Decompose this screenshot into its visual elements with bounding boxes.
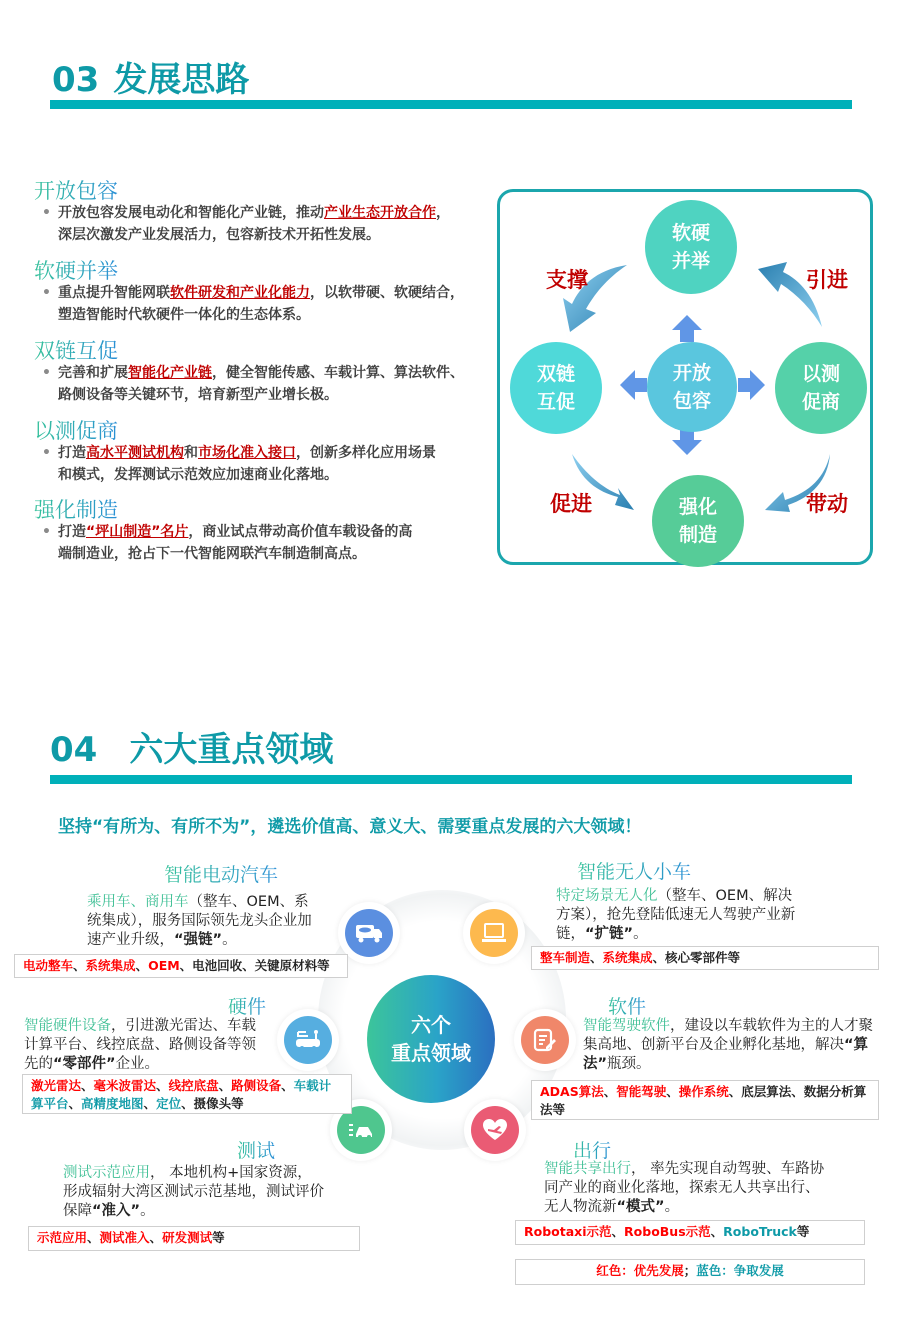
pillar-heading-dual-chain: 双链互促 — [34, 335, 118, 365]
tag-box-small-vehicle: 整车制造、系统集成、核心零部件等 — [531, 946, 879, 970]
pillar-body-open: • 开放包容发展电动化和智能化产业链，推动产业生态开放合作， 深层次激发产业发展活力，包容新技术开拓性发展。 — [42, 202, 494, 246]
arrow-label-drive: 带动 — [806, 491, 848, 516]
section-03-divider — [50, 100, 852, 109]
highlight-text: 软件研发和产业化能力 — [170, 285, 310, 301]
highlight-text: 高水平测试机构 — [86, 445, 184, 461]
domain-body-software: 智能驾驶软件，建设以车载软件为主的人才聚集高地、创新平台及企业孵化基地，解决“算法”瓶颈。 — [583, 1018, 873, 1072]
node-manufacturing: 强化 制造 — [652, 475, 744, 567]
domain-heading-hardware: 硬件 — [228, 992, 266, 1019]
domain-heading-software: 软件 — [608, 992, 646, 1019]
highlight-text: 智能化产业链 — [128, 365, 212, 381]
section-04-divider — [50, 775, 852, 784]
domain-heading-small-vehicle: 智能无人小车 — [577, 857, 691, 884]
color-legend: 红色：优先发展；蓝色：争取发展 — [515, 1259, 865, 1285]
pillar-body-manufacturing: • 打造“坪山制造”名片，商业试点带动高价值车载设备的高 端制造业，抢占下一代智能网联汽车制造制高点。 — [42, 521, 494, 565]
node-software-hardware: 软硬 并举 — [645, 200, 737, 294]
tag-box-testing: 示范应用、测试准入、研发测试等 — [28, 1226, 360, 1251]
section-number: 04 — [50, 730, 98, 770]
bullet-icon: • — [42, 524, 51, 540]
tag-box-software: ADAS算法、智能驾驶、操作系统、底层算法、数据分析算法等 — [531, 1080, 879, 1120]
section-03-title — [52, 52, 249, 101]
bullet-icon: • — [42, 285, 51, 301]
software-icon-badge — [514, 1009, 576, 1071]
arrow-label-support: 支撑 — [546, 267, 588, 292]
bullet-icon: • — [42, 205, 51, 221]
domain-body-mobility: 智能共享出行， 率先实现自动驾驶、车路协同产业的商业化落地，探索无人共享出行、无人物流新“模式”。 — [544, 1161, 825, 1215]
laptop-icon — [470, 909, 518, 957]
truck-icon — [345, 909, 393, 957]
section-heading: 发展思路 — [113, 60, 250, 100]
domain-body-small-vehicle: 特定场景无人化（整车、OEM、解决方案），抢先登陆低速无人驾驶产业新链，“扩链”。 — [556, 888, 796, 942]
bullet-icon: • — [42, 365, 51, 381]
tag-box-ev: 电动整车、系统集成、OEM、电池回收、关键原材料等 — [14, 954, 348, 978]
heart-plane-icon — [471, 1106, 519, 1154]
highlight-text: 市场化准入接口 — [198, 445, 296, 461]
arrow-label-introduce: 引进 — [806, 267, 848, 292]
domain-body-ev: 乘用车、商用车（整车、OEM、系统集成），服务国际领先龙头企业加速产业升级，“强链”。 — [87, 894, 312, 948]
edit-document-icon — [521, 1016, 569, 1064]
section-number: 03 — [52, 60, 100, 100]
pillar-body-dual-chain: • 完善和扩展智能化产业链，健全智能传感、车载计算、算法软件、 路侧设备等关键环节，培育新型产业增长极。 — [42, 362, 494, 406]
domain-heading-ev: 智能电动汽车 — [164, 860, 278, 887]
domain-heading-testing: 测试 — [237, 1136, 275, 1163]
pillar-heading-test-commerce: 以测促商 — [34, 415, 118, 445]
tag-box-mobility: Robotaxi示范、RoboBus示范、RoboTruck等 — [515, 1220, 865, 1245]
arrow-label-promote: 促进 — [550, 491, 592, 516]
section-heading: 六大重点领域 — [129, 730, 334, 770]
domain-body-testing: 测试示范应用， 本地机构+国家资源，形成辐射大湾区测试示范基地，测试评价保障“准入”。 — [63, 1165, 324, 1219]
small-vehicle-icon-badge — [463, 902, 525, 964]
section-04-title — [50, 722, 333, 771]
hardware-icon-badge — [277, 1009, 339, 1071]
pillar-heading-manufacturing: 强化制造 — [34, 494, 118, 524]
highlight-text: “坪山制造”名片 — [86, 524, 189, 540]
node-dual-chain: 双链 互促 — [510, 342, 602, 434]
domain-heading-mobility: 出行 — [573, 1136, 611, 1163]
hub-center: 六个 重点领域 — [367, 975, 495, 1103]
pillar-heading-open: 开放包容 — [34, 175, 118, 205]
mobility-icon-badge — [464, 1099, 526, 1161]
pillar-body-test-commerce: • 打造高水平测试机构和市场化准入接口，创新多样化应用场景 和模式，发挥测试示范效应加速商业化落地。 — [42, 442, 494, 486]
domain-body-hardware: 智能硬件设备，引进激光雷达、车载计算平台、线控底盘、路侧设备等领先的“零部件”企业。 — [24, 1018, 256, 1072]
tag-box-hardware: 激光雷达、毫米波雷达、线控底盘、路侧设备、车载计算平台、高精度地图、定位、摄像头等 — [22, 1074, 352, 1114]
robot-vehicle-icon — [284, 1016, 332, 1064]
bullet-icon: • — [42, 445, 51, 461]
development-cycle-diagram — [497, 189, 873, 565]
pillar-heading-software-hardware: 软硬并举 — [34, 255, 118, 285]
node-test-commerce: 以测 促商 — [775, 342, 867, 434]
section-tagline: 坚持“有所为、有所不为”，遴选价值高、意义大、需要重点发展的六大领域！ — [58, 817, 642, 837]
node-open-inclusive: 开放 包容 — [647, 342, 737, 432]
pillar-body-software-hardware: • 重点提升智能网联软件研发和产业化能力，以软带硬、软硬结合， 塑造智能时代软硬件一体化的生态体系。 — [42, 282, 494, 326]
highlight-text: 产业生态开放合作 — [324, 205, 436, 221]
